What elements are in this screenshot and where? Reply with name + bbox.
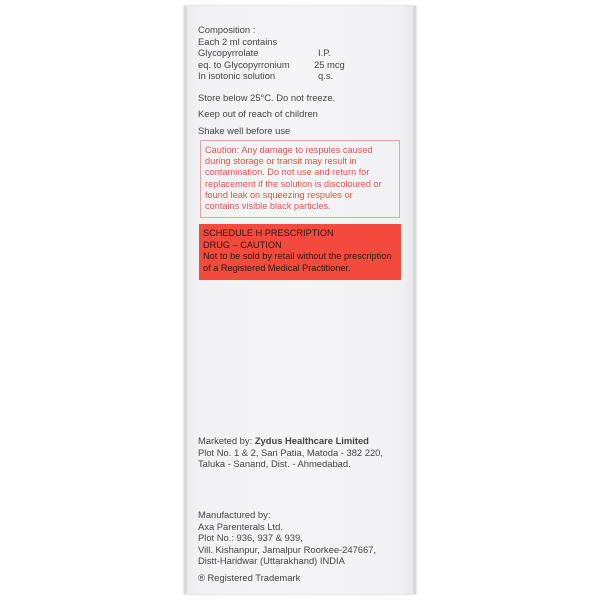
composition-equivalent-amount: 25 mcg (314, 58, 345, 70)
manufactured-by-section (198, 509, 413, 567)
composition-equivalent: eq. to Glycopyrronium (198, 58, 290, 70)
caution-line: during storage or transit may result in (205, 156, 357, 167)
shake-instruction: Shake well before use (198, 125, 291, 136)
caution-line: found leak on squeezing respules or (205, 189, 353, 200)
marketed-label: Marketed by: (198, 435, 253, 446)
composition-section (198, 24, 398, 82)
composition-each: Each 2 ml contains (198, 35, 278, 47)
schedule-subheading: DRUG – CAUTION (203, 239, 282, 250)
carton-right-edge (413, 6, 416, 594)
schedule-h-warning-box (199, 224, 401, 280)
caution-line: contamination. Do not use and return for (205, 167, 370, 178)
marketed-by-section (198, 435, 413, 470)
registered-trademark-note: ® Registered Trademark (198, 572, 301, 583)
composition-title: Composition : (198, 24, 256, 35)
storage-instruction: Store below 25°C. Do not freeze. (198, 92, 336, 103)
caution-line: contains visible black particles. (205, 201, 331, 212)
composition-ingredient: Glycopyrrolate (198, 47, 259, 58)
caution-notice-box (200, 140, 400, 218)
schedule-text: of a Registered Medical Practitioner. (203, 262, 351, 273)
marketer-address: Plot No. 1 & 2, Sari Patia, Matoda - 382 220, (198, 446, 384, 458)
caution-line: Caution: Any damage to respules caused (205, 145, 373, 155)
marketer-address: Taluka - Sanand, Dist. - Ahmedabad. (198, 458, 351, 469)
medicine-carton-back-panel (184, 6, 416, 594)
schedule-text: Not to be sold by retail without the prescription (203, 251, 392, 261)
carton-left-edge (184, 6, 187, 594)
keep-away-warning: Keep out of reach of children (198, 108, 318, 119)
manufacturer-company-name: Axa Parenterals Ltd. (198, 520, 283, 532)
manufactured-label: Manufactured by: (198, 509, 271, 520)
caution-line: replacement if the solution is discoloured or (205, 178, 382, 189)
composition-solution: In isotonic solution (198, 70, 276, 81)
composition-solution-qs: q.s. (318, 70, 334, 81)
marketer-company-name: Zydus Healthcare Limited (254, 435, 369, 446)
manufacturer-address: Vill. Kishanpur, Jamalpur Roorkee-247667, (198, 543, 377, 555)
manufacturer-address: Plot No.: 936, 937 & 939, (198, 532, 303, 543)
composition-ingredient-grade: I.P. (318, 47, 331, 58)
schedule-heading: SCHEDULE H PRESCRIPTION (203, 228, 334, 238)
manufacturer-address: Distt-Haridwar (Uttarakhand) INDIA (198, 555, 345, 566)
